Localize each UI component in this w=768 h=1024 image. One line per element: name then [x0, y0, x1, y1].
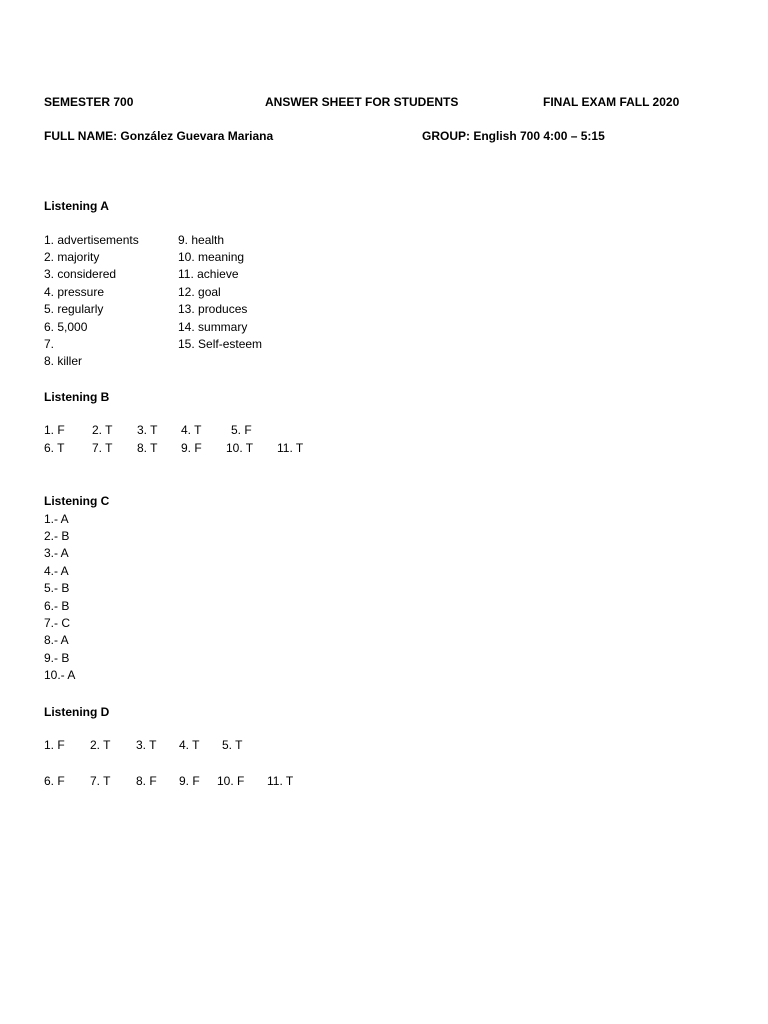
- list-item: 6.- B: [44, 599, 70, 613]
- answer-item: 7. T: [90, 774, 111, 788]
- listening-b-heading: Listening B: [44, 390, 110, 404]
- answer-item: 11. T: [267, 774, 294, 788]
- list-item: 9. health: [178, 233, 225, 247]
- answer-item: 4. T: [181, 423, 202, 437]
- list-item: 11. achieve: [178, 267, 239, 281]
- answer-item: 1. F: [44, 738, 65, 752]
- list-item: 5.- B: [44, 581, 70, 595]
- answer-item: 7. T: [92, 441, 113, 455]
- list-item: 1. advertisements: [44, 233, 139, 247]
- answer-item: 8. T: [137, 441, 158, 455]
- list-item: 3. considered: [44, 267, 117, 281]
- list-item: 8.- A: [44, 633, 69, 647]
- list-item: 10.- A: [44, 668, 76, 682]
- answer-item: 11. T: [277, 441, 304, 455]
- list-item: 5. regularly: [44, 302, 104, 316]
- answer-item: 1. F: [44, 423, 65, 437]
- list-item: 13. produces: [178, 302, 248, 316]
- list-item: 15. Self-esteem: [178, 337, 263, 351]
- list-item: 2.- B: [44, 529, 70, 543]
- answer-item: 2. T: [90, 738, 111, 752]
- list-item: 6. 5,000: [44, 320, 88, 334]
- list-item: 4.- A: [44, 564, 69, 578]
- list-item: 8. killer: [44, 354, 83, 368]
- list-item: 1.- A: [44, 512, 69, 526]
- listening-c-heading: Listening C: [44, 494, 110, 508]
- answer-item: 4. T: [179, 738, 200, 752]
- listening-a-heading: Listening A: [44, 199, 109, 213]
- listening-d-heading: Listening D: [44, 705, 110, 719]
- answer-item: 2. T: [92, 423, 113, 437]
- list-item: 12. goal: [178, 285, 221, 299]
- group-label: GROUP: English 700 4:00 – 5:15: [422, 129, 605, 143]
- answer-item: 3. T: [136, 738, 157, 752]
- answer-item: 6. F: [44, 774, 65, 788]
- answer-item: 9. F: [181, 441, 202, 455]
- sheet-title: ANSWER SHEET FOR STUDENTS: [265, 95, 459, 109]
- list-item: 10. meaning: [178, 250, 245, 264]
- answer-item: 3. T: [137, 423, 158, 437]
- list-item: 7.: [44, 337, 55, 351]
- list-item: 3.- A: [44, 546, 69, 560]
- list-item: 4. pressure: [44, 285, 105, 299]
- full-name-label: FULL NAME: González Guevara Mariana: [44, 129, 274, 143]
- answer-item: 10. F: [217, 774, 245, 788]
- exam-label: FINAL EXAM FALL 2020: [543, 95, 680, 109]
- semester-label: SEMESTER 700: [44, 95, 134, 109]
- list-item: 2. majority: [44, 250, 100, 264]
- answer-item: 5. F: [231, 423, 252, 437]
- answer-item: 10. T: [226, 441, 254, 455]
- list-item: 9.- B: [44, 651, 70, 665]
- list-item: 7.- C: [44, 616, 71, 630]
- answer-item: 6. T: [44, 441, 65, 455]
- answer-item: 9. F: [179, 774, 200, 788]
- answer-item: 8. F: [136, 774, 157, 788]
- answer-item: 5. T: [222, 738, 243, 752]
- list-item: 14. summary: [178, 320, 248, 334]
